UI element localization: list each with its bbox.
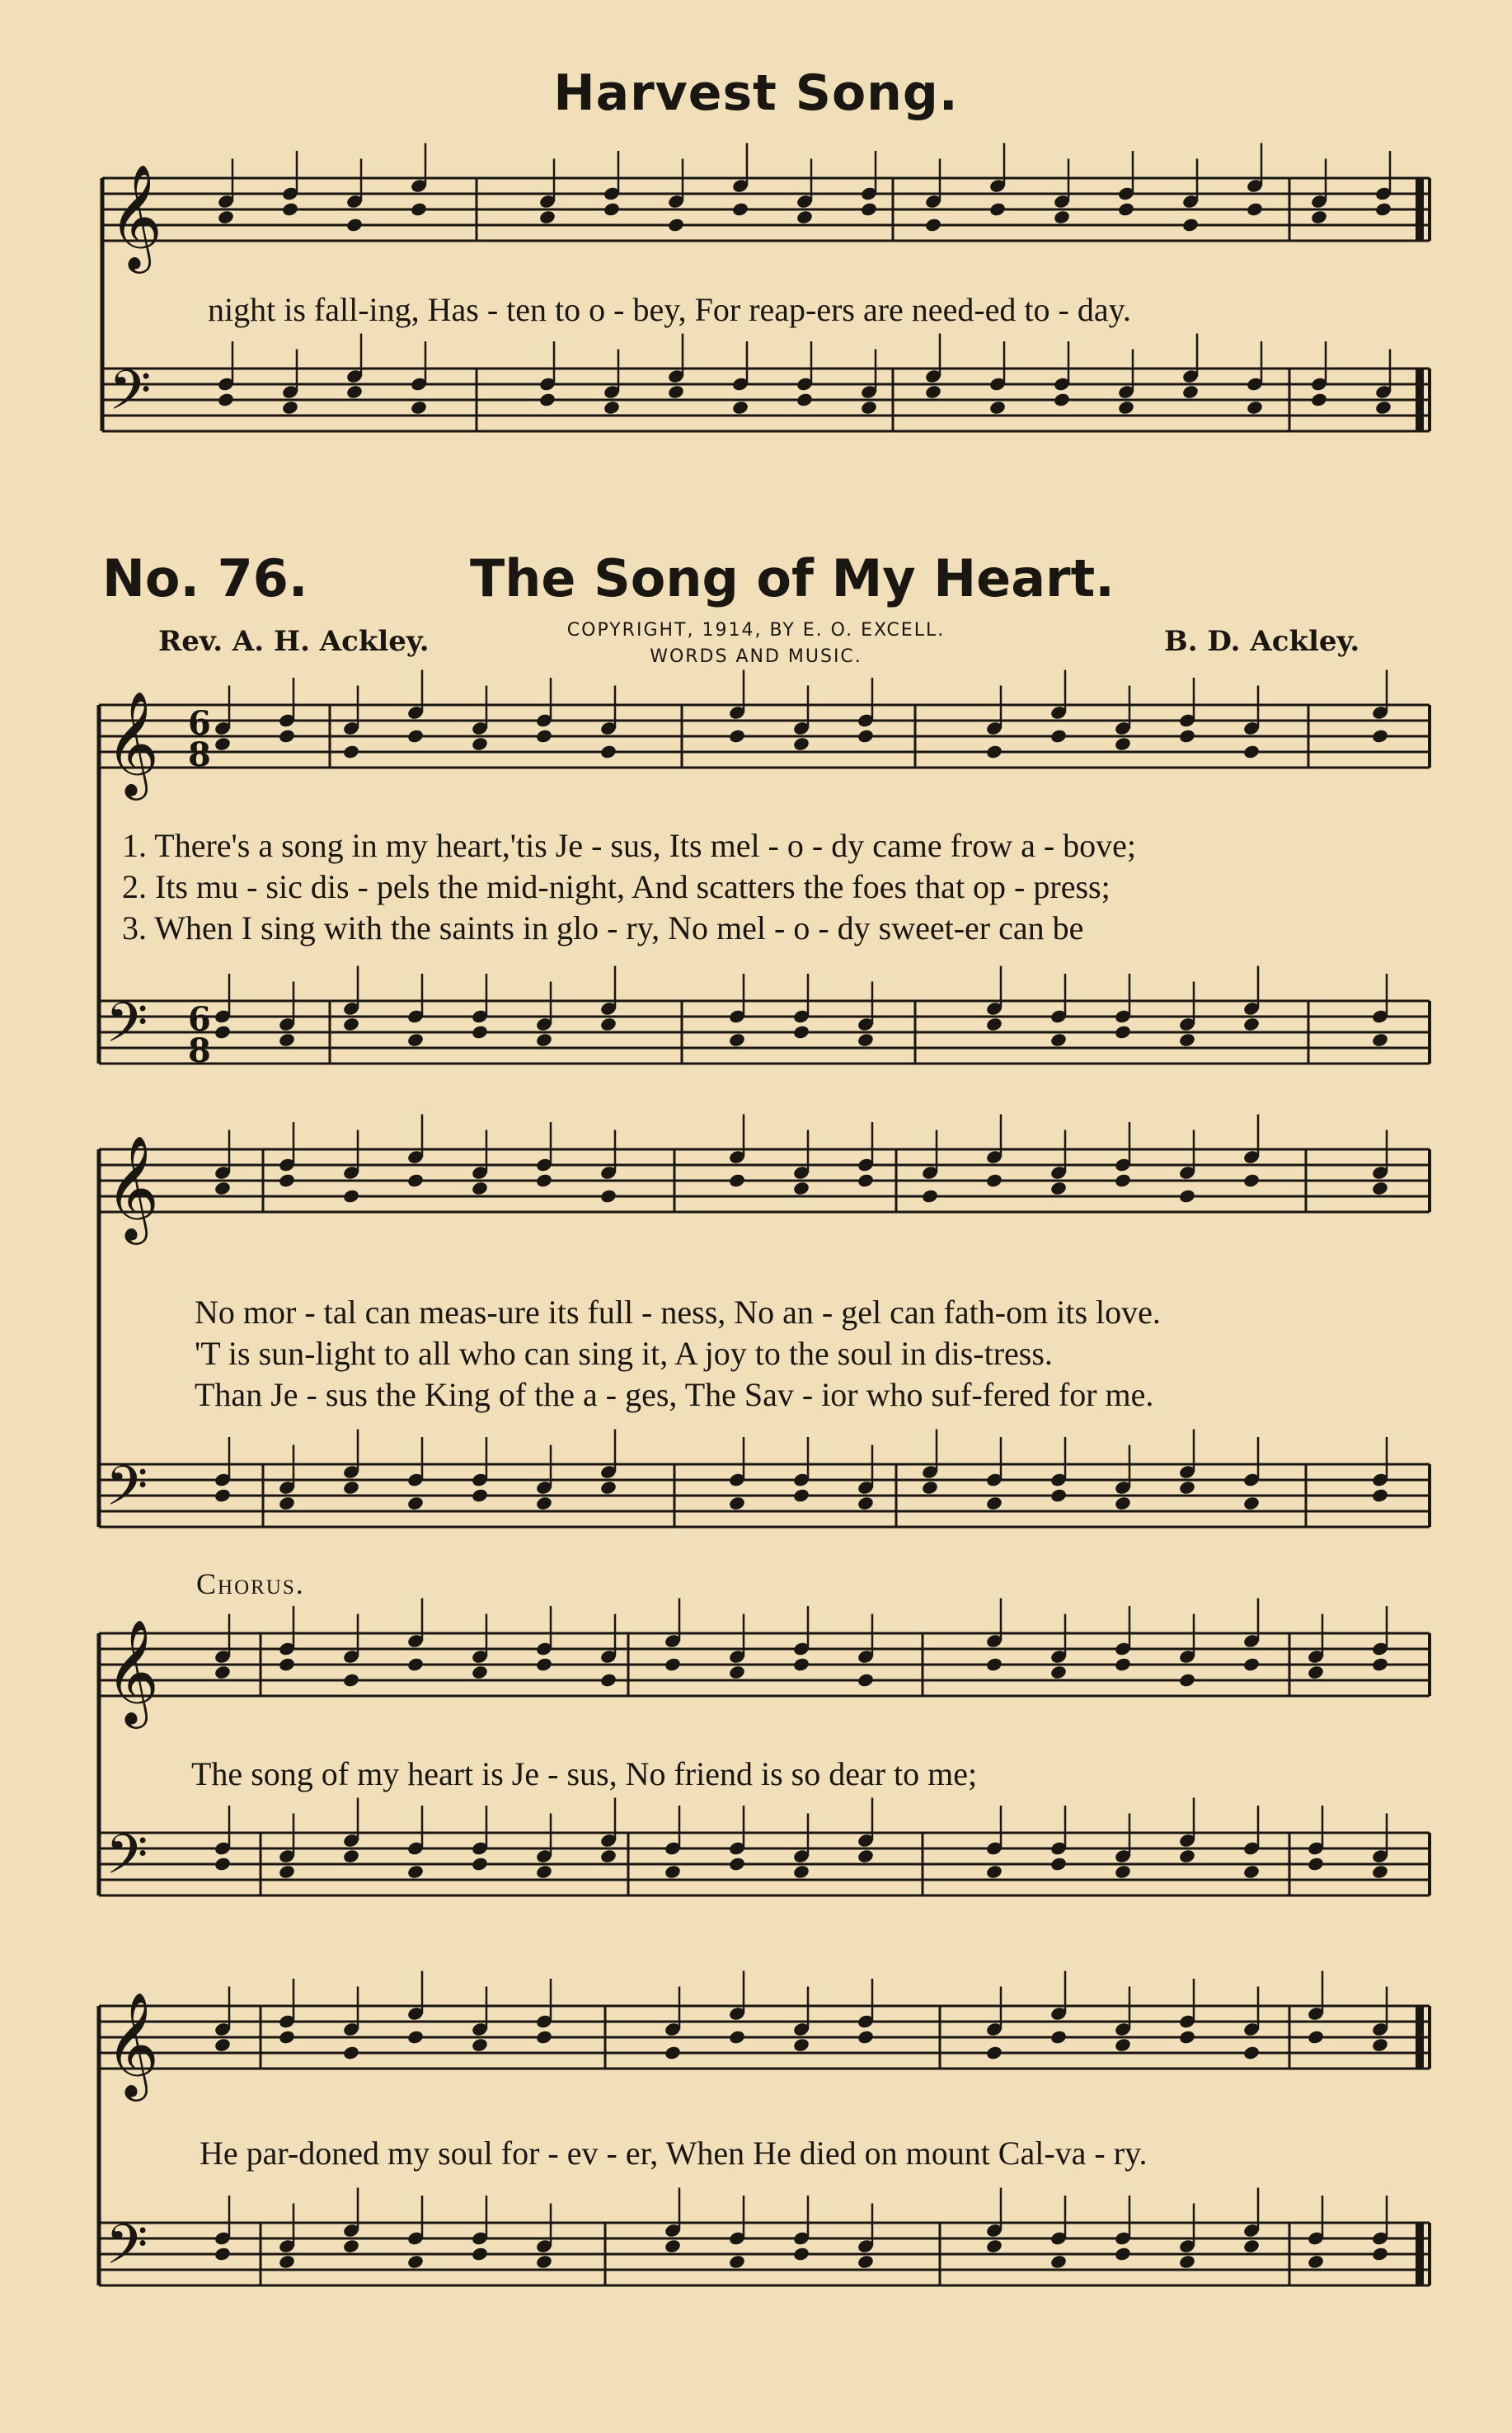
notehead [985, 1864, 1003, 1880]
notehead [1178, 1188, 1196, 1204]
notehead [471, 736, 489, 752]
notehead [535, 1864, 553, 1880]
notehead [406, 2029, 425, 2045]
notehead [664, 1656, 682, 1672]
notehead [471, 1181, 489, 1196]
notehead [1114, 2037, 1132, 2053]
system-1-treble-clef: 𝄞 [106, 690, 160, 796]
notehead [217, 209, 235, 225]
system-3-bass-clef: 𝄢 [106, 1823, 148, 1900]
final-bar [1416, 178, 1424, 241]
notehead [1049, 728, 1068, 744]
system-4-bass-clef: 𝄢 [106, 2213, 148, 2290]
notehead [1053, 209, 1071, 225]
notehead [410, 201, 428, 217]
notehead [538, 392, 556, 407]
notehead [217, 392, 235, 407]
notehead [214, 1665, 232, 1680]
notehead [599, 1848, 617, 1864]
notehead [535, 1656, 553, 1672]
notehead [1178, 2029, 1196, 2045]
notehead [599, 1672, 617, 1688]
notehead [988, 201, 1007, 217]
notehead [985, 1656, 1003, 1672]
notehead [857, 1172, 875, 1188]
notehead [1049, 1181, 1068, 1196]
final-bar [1416, 2223, 1424, 2285]
notehead [1181, 384, 1200, 400]
notehead [1053, 392, 1071, 407]
notehead [860, 400, 878, 416]
notehead [603, 201, 621, 217]
notehead [406, 1656, 425, 1672]
notehead [406, 728, 425, 744]
notehead [1371, 728, 1389, 744]
notehead [1242, 1496, 1261, 1511]
notehead [406, 1864, 425, 1880]
notehead [857, 728, 875, 744]
notehead [1310, 392, 1328, 407]
notehead [471, 1024, 489, 1040]
notehead [1371, 2037, 1389, 2053]
notehead [345, 217, 364, 232]
notehead [728, 2029, 746, 2045]
notehead [792, 2246, 810, 2262]
verse-1-line-2: No mor - tal can meas-ure its full - ness, No an - gel can fath-om its love. [195, 1294, 1161, 1331]
notehead [471, 1487, 489, 1503]
notehead [538, 209, 556, 225]
notehead [1049, 2029, 1068, 2045]
notehead [342, 1188, 360, 1204]
notehead [1371, 1487, 1389, 1503]
notehead [857, 1848, 875, 1864]
copyright-line: COPYRIGHT, 1914, BY E. O. EXCELL. [566, 620, 946, 641]
notehead [728, 2254, 746, 2270]
notehead [214, 1181, 232, 1196]
chorus-line-2: He par-doned my soul for - ev - er, When He died on mount Cal-va - ry. [200, 2135, 1148, 2172]
final-bar [1416, 369, 1424, 431]
notehead [728, 1665, 746, 1680]
notehead [728, 1856, 746, 1872]
system-4-treble-clef: 𝄞 [106, 1991, 160, 2097]
system-1-bass-clef: 𝄢 [106, 991, 148, 1068]
notehead [792, 1487, 810, 1503]
notehead [1114, 1496, 1132, 1511]
notehead [1307, 1665, 1325, 1680]
notehead [342, 1672, 360, 1688]
notehead [278, 1172, 296, 1188]
verse-3-line-2: Than Je - sus the King of the a - ges, The Sav - ior who suf-fered for me. [195, 1376, 1154, 1413]
notehead [1242, 744, 1261, 759]
notehead [471, 2246, 489, 2262]
notehead [1371, 2246, 1389, 2262]
notehead [281, 400, 299, 416]
notehead [731, 400, 749, 416]
notehead [667, 217, 685, 232]
notehead [1049, 1487, 1068, 1503]
hymn-number: No. 76. [102, 548, 308, 608]
time-signature-top: 6 [188, 1000, 211, 1039]
words-author: Rev. A. H. Ackley. [158, 625, 430, 658]
notehead [410, 400, 428, 416]
notehead [1242, 1864, 1261, 1880]
notehead [985, 744, 1003, 759]
notehead [599, 1480, 617, 1496]
notehead [214, 2246, 232, 2262]
notehead [535, 2254, 553, 2270]
notehead [278, 1496, 296, 1511]
notehead [1246, 201, 1264, 217]
notehead [1371, 1032, 1389, 1048]
notehead [1178, 2254, 1196, 2270]
notehead [1371, 1181, 1389, 1196]
notehead [342, 2238, 360, 2254]
notehead [535, 1032, 553, 1048]
music-author: B. D. Ackley. [1164, 625, 1360, 658]
notehead [1310, 209, 1328, 225]
notehead [1307, 2029, 1325, 2045]
notehead [1049, 1856, 1068, 1872]
notehead [281, 201, 299, 217]
notehead [535, 2029, 553, 2045]
notehead [406, 2254, 425, 2270]
verse-1-line-1: 1. There's a song in my heart,'tis Je - sus, Its mel - o - dy came frow a - bove; [122, 827, 1137, 864]
notehead [792, 736, 810, 752]
notehead [921, 1480, 939, 1496]
notehead [921, 1188, 939, 1204]
verse-2-line-1: 2. Its mu - sic dis - pels the mid-night, And scatters the foes that op - press; [122, 868, 1111, 905]
notehead [535, 1496, 553, 1511]
notehead [406, 1172, 425, 1188]
notehead [599, 744, 617, 759]
notehead [1242, 2238, 1261, 2254]
notehead [731, 201, 749, 217]
notehead [342, 1848, 360, 1864]
notehead [214, 736, 232, 752]
notehead [664, 2045, 682, 2060]
hymn-title: The Song of My Heart. [470, 548, 1115, 608]
notehead [664, 2238, 682, 2254]
notehead [1371, 1656, 1389, 1672]
notehead [1242, 2045, 1261, 2060]
notehead [1178, 1032, 1196, 1048]
notehead [599, 1188, 617, 1204]
notehead [535, 1172, 553, 1188]
notehead [535, 728, 553, 744]
notehead [1114, 1656, 1132, 1672]
notehead [1117, 400, 1135, 416]
notehead [603, 400, 621, 416]
notehead [1049, 1032, 1068, 1048]
chorus-line-1: The song of my heart is Je - sus, No friend is so dear to me; [191, 1755, 978, 1792]
notehead [1246, 400, 1264, 416]
notehead [924, 384, 942, 400]
time-signature-top: 6 [188, 704, 211, 743]
copyright-note: WORDS AND MUSIC. [650, 646, 862, 667]
notehead [796, 209, 814, 225]
notehead [1114, 736, 1132, 752]
system-3-treble-clef: 𝄞 [106, 1618, 160, 1724]
notehead [471, 1665, 489, 1680]
notehead [1114, 2246, 1132, 2262]
notehead [214, 1856, 232, 1872]
notehead [599, 1017, 617, 1032]
notehead [728, 1172, 746, 1188]
prev-hymn-title: Harvest Song. [553, 64, 959, 122]
notehead [342, 2045, 360, 2060]
notehead [1114, 1864, 1132, 1880]
notehead [406, 1496, 425, 1511]
prev-hymn-system-bass-clef: 𝄢 [109, 359, 152, 435]
notehead [857, 1032, 875, 1048]
notehead [796, 392, 814, 407]
notehead [1049, 2254, 1068, 2270]
notehead [985, 1172, 1003, 1188]
notehead [1374, 201, 1392, 217]
final-bar [1416, 2006, 1424, 2069]
system-2-treble-clef: 𝄞 [106, 1134, 160, 1240]
notehead [278, 728, 296, 744]
notehead [471, 2037, 489, 2053]
verse-2-line-2: 'T is sun-light to all who can sing it, A joy to the soul in dis-tress. [195, 1335, 1053, 1372]
notehead [1307, 1856, 1325, 1872]
notehead [1178, 1672, 1196, 1688]
notehead [1242, 1017, 1261, 1032]
notehead [857, 2029, 875, 2045]
prev-hymn-system-treble-clef: 𝄞 [109, 163, 163, 269]
time-signature-bottom: 8 [188, 1031, 211, 1070]
notehead [406, 1032, 425, 1048]
notehead [214, 2037, 232, 2053]
notehead [1114, 1024, 1132, 1040]
notehead [345, 384, 364, 400]
notehead [792, 1656, 810, 1672]
notehead [342, 744, 360, 759]
prev-hymn-lyric: night is fall-ing, Has - ten to o - bey, For reap-ers are need-ed to - day. [208, 291, 1131, 328]
notehead [857, 1672, 875, 1688]
system-2-bass-clef: 𝄢 [106, 1454, 148, 1531]
notehead [1242, 1172, 1261, 1188]
notehead [667, 384, 685, 400]
notehead [664, 1864, 682, 1880]
notehead [214, 1024, 232, 1040]
notehead [1049, 1665, 1068, 1680]
notehead [792, 2037, 810, 2053]
notehead [278, 1656, 296, 1672]
notehead [985, 2238, 1003, 2254]
notehead [1181, 217, 1200, 232]
notehead [278, 1864, 296, 1880]
notehead [728, 1032, 746, 1048]
notehead [1117, 201, 1135, 217]
notehead [278, 1032, 296, 1048]
notehead [342, 1480, 360, 1496]
verse-3-line-1: 3. When I sing with the saints in glo - ry, No mel - o - dy sweet-er can be [122, 909, 1084, 946]
notehead [1371, 1864, 1389, 1880]
notehead [1178, 728, 1196, 744]
notehead [1178, 1848, 1196, 1864]
notehead [985, 2045, 1003, 2060]
notehead [985, 1496, 1003, 1511]
notehead [792, 1181, 810, 1196]
notehead [988, 400, 1007, 416]
notehead [728, 1496, 746, 1511]
notehead [860, 201, 878, 217]
notehead [857, 2254, 875, 2270]
notehead [857, 1496, 875, 1511]
notehead [985, 1017, 1003, 1032]
notehead [1114, 1172, 1132, 1188]
notehead [1178, 1480, 1196, 1496]
notehead [1307, 2254, 1325, 2270]
notehead [214, 1487, 232, 1503]
notehead [792, 1024, 810, 1040]
chorus-label: Chorus. [196, 1567, 305, 1600]
notehead [728, 728, 746, 744]
notehead [471, 1856, 489, 1872]
notehead [342, 1017, 360, 1032]
notehead [278, 2254, 296, 2270]
notehead [792, 1864, 810, 1880]
time-signature-bottom: 8 [188, 735, 211, 774]
notehead [924, 217, 942, 232]
notehead [1374, 400, 1392, 416]
notehead [1242, 1656, 1261, 1672]
notehead [278, 2029, 296, 2045]
